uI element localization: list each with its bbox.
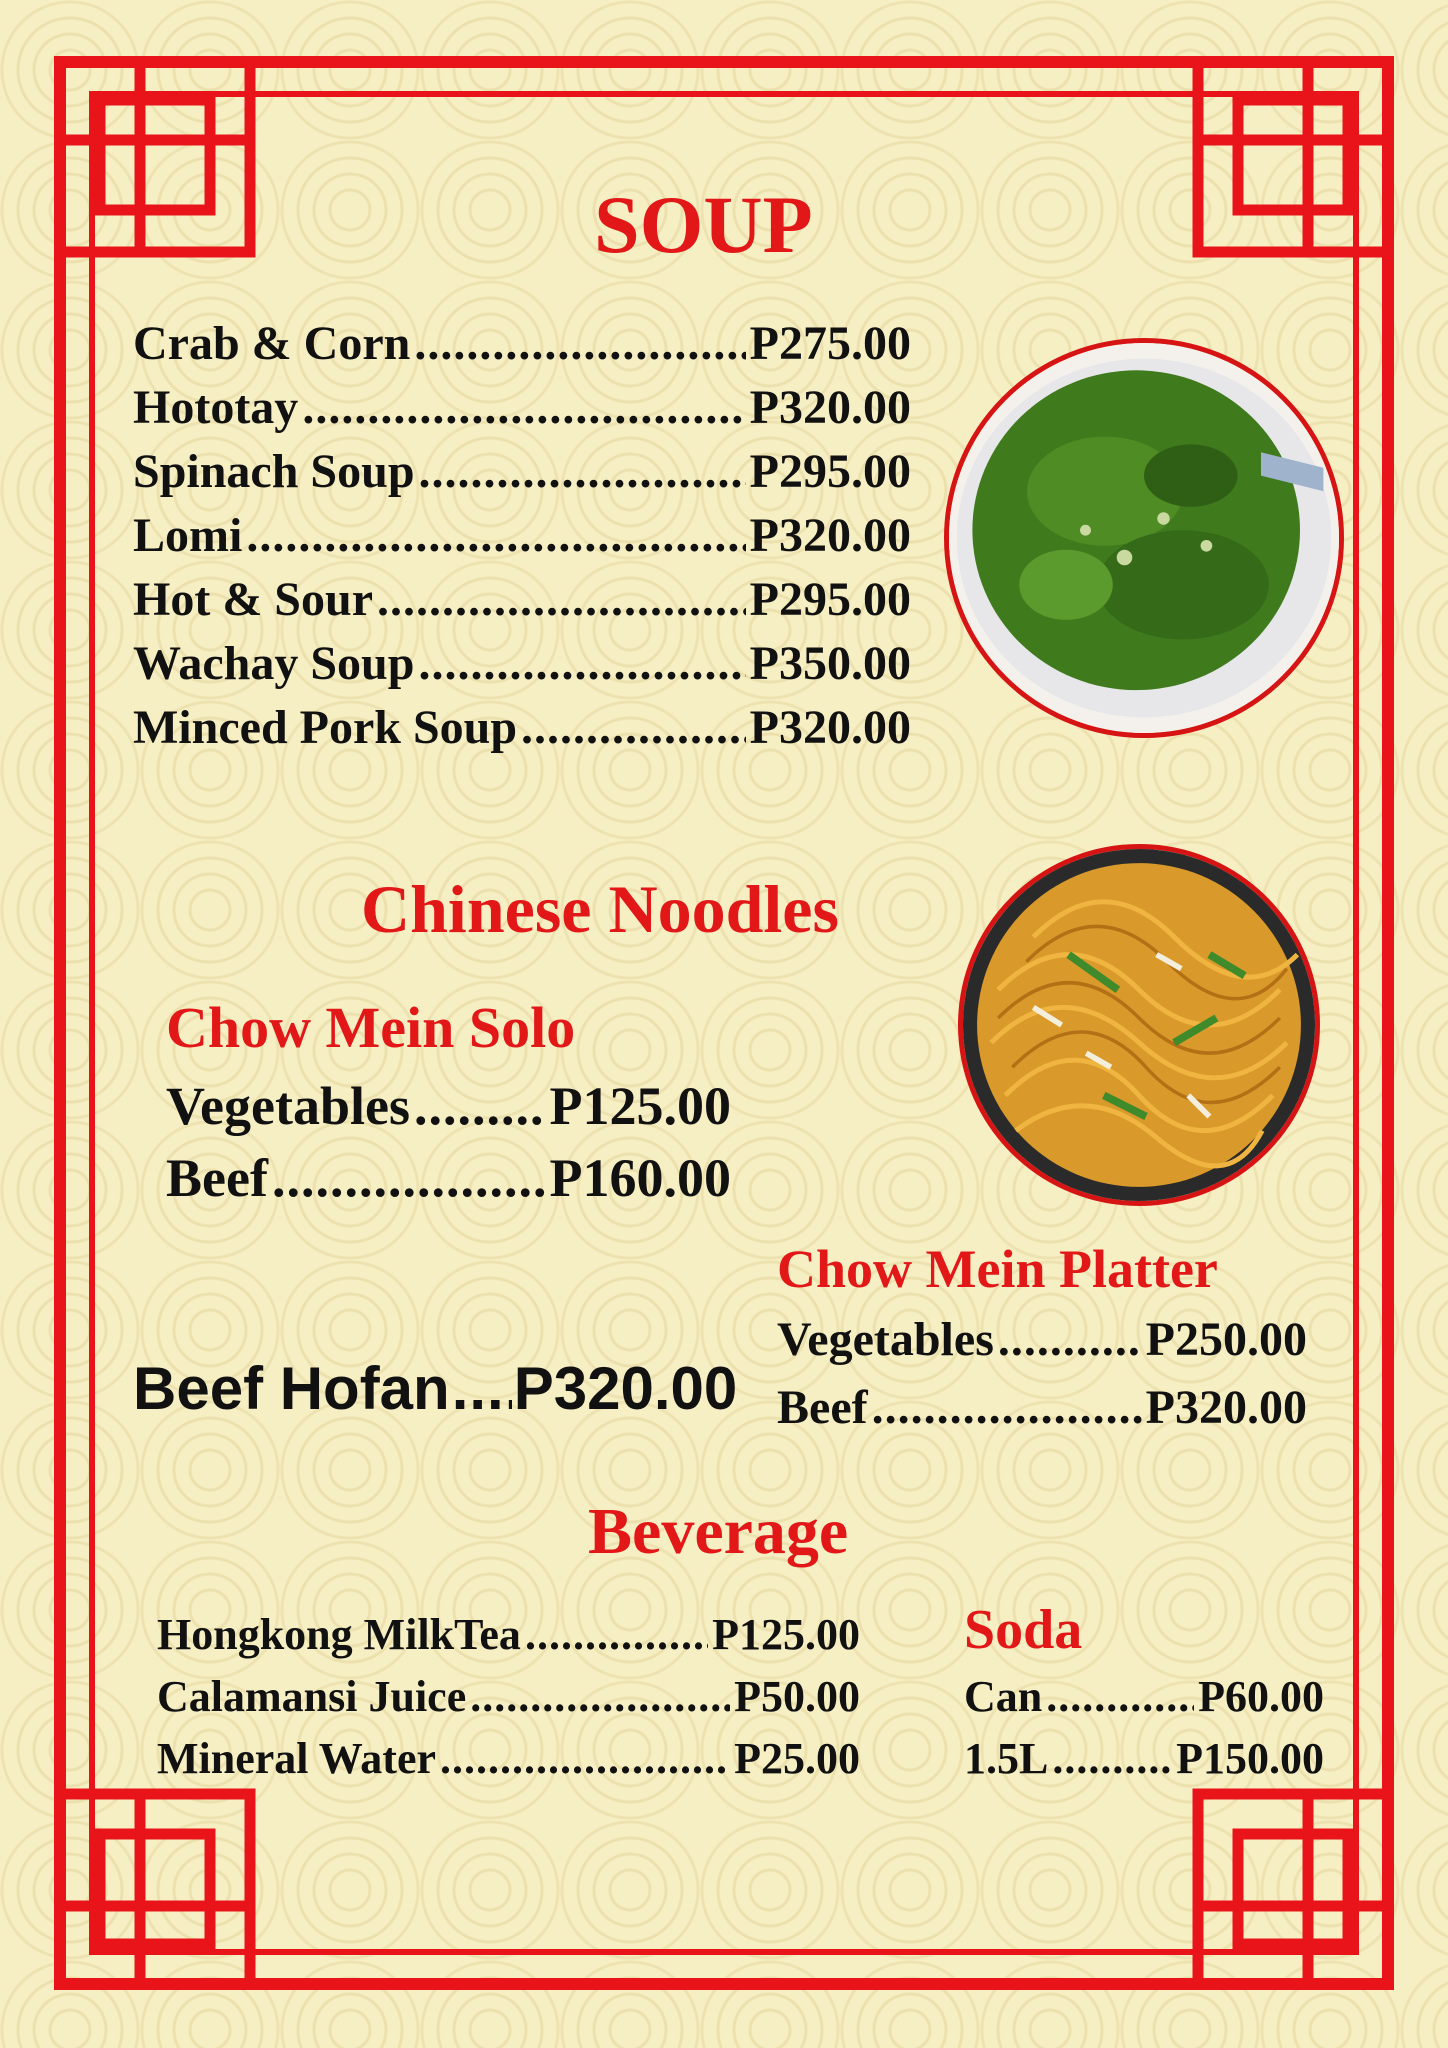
item-name: Minced Pork Soup [133, 701, 518, 754]
item-price: P320.00 [749, 381, 911, 434]
item-price: P60.00 [1198, 1672, 1324, 1721]
menu-item [157, 1728, 860, 1790]
item-price: P125.00 [549, 1076, 731, 1136]
leader-dots [440, 1728, 730, 1790]
item-name: Hototay [133, 381, 299, 434]
leader-dots [872, 1374, 1142, 1442]
item-name: Vegetables [166, 1076, 410, 1136]
leader-dots [418, 632, 745, 696]
soup-heading: SOUP [594, 179, 813, 270]
menu-item [166, 1142, 731, 1214]
menu-item [964, 1728, 1324, 1790]
noodles-heading: Chinese Noodles [361, 871, 839, 947]
item-price: P295.00 [749, 573, 911, 626]
menu-item [157, 1666, 860, 1728]
chow-mein-plate-photo [958, 844, 1320, 1206]
beverage-list [157, 1604, 860, 1790]
menu-item [166, 1070, 731, 1142]
chow-mein-solo-heading: Chow Mein Solo [166, 995, 576, 1060]
item-price: P125.00 [712, 1610, 860, 1659]
menu-item [157, 1604, 860, 1666]
item-name: Crab & Corn [133, 317, 411, 370]
leader-dots [246, 504, 745, 568]
item-name: 1.5L [964, 1734, 1049, 1783]
leader-dots [470, 1666, 730, 1728]
item-name: Lomi [133, 509, 243, 562]
item-name: Beef [166, 1148, 268, 1208]
item-price: P250.00 [1145, 1313, 1307, 1366]
leader-dots [414, 312, 745, 376]
item-price: P160.00 [549, 1148, 731, 1208]
item-price: P320.00 [1145, 1381, 1307, 1434]
menu-item [133, 440, 911, 504]
item-name: Spinach Soup [133, 445, 415, 498]
item-name: Beef [777, 1381, 868, 1434]
menu-item [777, 1374, 1307, 1442]
item-price: P275.00 [749, 317, 911, 370]
item-name: Beef Hofan [133, 1355, 450, 1422]
leader-dots [998, 1306, 1142, 1374]
item-price: P320.00 [749, 701, 911, 754]
leader-dots [419, 440, 746, 504]
menu-item [964, 1666, 1324, 1728]
leader-dots [302, 376, 745, 440]
menu-item [133, 632, 911, 696]
item-price: P295.00 [749, 445, 911, 498]
leader-dots [521, 696, 746, 760]
item-name: Calamansi Juice [157, 1672, 467, 1721]
menu-item [133, 696, 911, 760]
item-name: Can [964, 1672, 1043, 1721]
item-price: P50.00 [734, 1672, 860, 1721]
leader-dots [452, 1354, 512, 1423]
leader-dots [1052, 1728, 1172, 1790]
spinach-soup-bowl-photo [944, 338, 1344, 738]
item-name: Hongkong MilkTea [157, 1610, 521, 1659]
item-price: P350.00 [749, 637, 911, 690]
soup-list [133, 312, 911, 760]
item-name: Vegetables [777, 1313, 994, 1366]
soda-list [964, 1666, 1324, 1790]
leader-dots [414, 1070, 546, 1142]
item-name: Hot & Sour [133, 573, 373, 626]
leader-dots [377, 568, 746, 632]
leader-dots [272, 1142, 546, 1214]
beef-hofan-item [133, 1354, 738, 1423]
menu-item [777, 1306, 1307, 1374]
item-price: P25.00 [734, 1734, 860, 1783]
item-price: P320.00 [513, 1355, 738, 1422]
chow-mein-platter-list [777, 1306, 1307, 1442]
menu-item [133, 312, 911, 376]
beverage-heading: Beverage [588, 1495, 849, 1568]
menu-item [133, 504, 911, 568]
menu-item [133, 568, 911, 632]
menu-item [133, 376, 911, 440]
leader-dots [1046, 1666, 1194, 1728]
item-price: P320.00 [749, 509, 911, 562]
soda-heading: Soda [964, 1599, 1083, 1661]
chow-mein-platter-heading: Chow Mein Platter [777, 1239, 1218, 1299]
item-name: Wachay Soup [133, 637, 415, 690]
item-price: P150.00 [1176, 1734, 1324, 1783]
leader-dots [525, 1604, 708, 1666]
item-name: Mineral Water [157, 1734, 436, 1783]
chow-mein-solo-list [166, 1070, 731, 1214]
